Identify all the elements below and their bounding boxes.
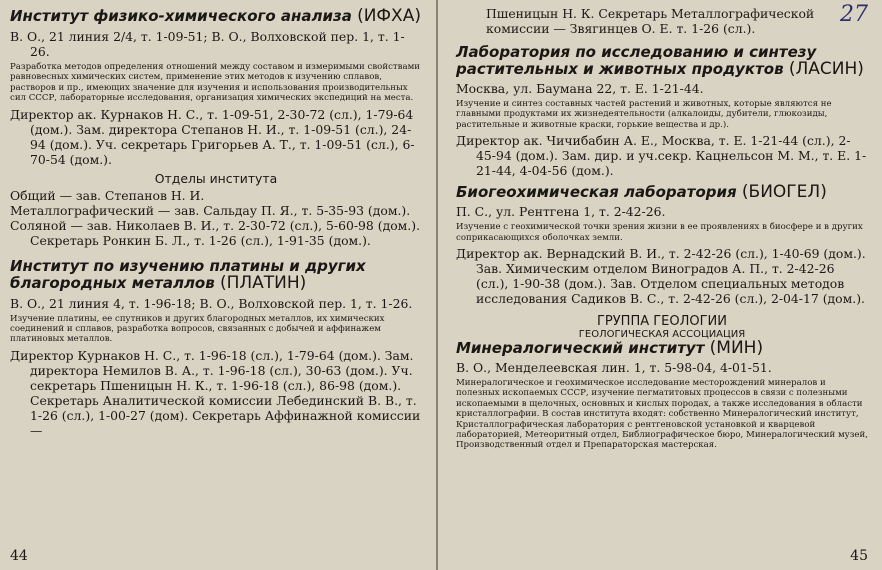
heading-biogel: Биогеохимическая лаборатория (БИОГЕЛ) <box>456 182 827 203</box>
personnel: Директор ак. Курнаков Н. С., т. 1-09-51, 2-30-72 (сл.), 1-79-64 (дом.). Зам. директора Степанов Н. И., т. 1-09-51 (сл.), 24-94 (дом.). Уч. секретарь Григорьев А. Т., т. 1-09-51 (сл.), 6-70-54 (дом.). <box>10 106 415 167</box>
subheading: Отделы института <box>154 170 278 186</box>
personnel: Директор ак. Чичибабин А. Е., Москва, т. Е. 1-21-44 (сл.), 2-45-94 (дом.). Зам. дир. и уч.секр. Кацнельсон М. М., т. Е. 1-21-44, 4-04-56 (дом.). <box>456 133 867 179</box>
address: П. С., ул. Рентгена 1, т. 2-42-26. <box>456 204 666 220</box>
group-heading: ГРУППА ГЕОЛОГИИ <box>596 314 728 330</box>
description: Разработка методов определения отношений между составом и измеримыми свойствами равновесных химических систем, применение этих методов к изучению сплавов, растворов и пр., имеющих значение для изучения и использования производительных сил СССР, лабораторные исследования, организация химических экспедиций на места. <box>10 62 421 104</box>
address: В. О., Менделеевская лин. 1, т. 5-98-04, 4-01-51. <box>456 360 772 376</box>
department: Соляной — зав. Николаев В. И., т. 2-30-72 (сл.), 5-60-98 (дом.). Секретарь Ронкин Б. Л., т. 1-26 (сл.), 1-91-35 (дом.). <box>10 217 421 248</box>
continuation: Пшеницын Н. К. Секретарь Металлографической комиссии — Звягинцев О. Е. т. 1-26 (сл.). <box>486 6 815 36</box>
page-number: 44 <box>10 548 28 564</box>
heading-lasin: Лаборатория по исследованию и синтезу растительных и животных продуктов (ЛАСИН) <box>456 43 864 79</box>
address: В. О., 21 линия 4, т. 1-96-18; В. О., Волховской пер. 1, т. 1-26. <box>10 295 413 311</box>
heading-ifha: Институт физико-химического анализа (ИФХА) <box>10 6 421 26</box>
description: Изучение и синтез составных частей растений и животных, которые являются не главными продуктами их жизнедеятельности (алкалоиды, дубители, глюкозиды, растительные и животные краски, горькие вещества и др.). <box>456 99 832 130</box>
address: В. О., 21 линия 2/4, т. 1-09-51; В. О., Волховской пер. 1, т. 1-26. <box>10 29 405 59</box>
description: Изучение платины, ее спутников и других благородных металлов, их химических соединений и сплавов, разработка вопросов, связанных с добычей и аффинажем платиновых металлов. <box>10 313 385 345</box>
page-number: 45 <box>850 548 868 564</box>
department: Общий — зав. Степанов Н. И. <box>10 187 205 203</box>
left-page <box>0 0 436 570</box>
right-page <box>436 0 882 570</box>
personnel: Директор ак. Вернадский В. И., т. 2-42-26 (сл.), 1-40-69 (дом.). Зав. Химическим отделом Виноградов А. П., т. 2-42-26 (сл.), 1-90-38 (дом.). Зав. Отделом специальных методов исследования Садиков В. С., т. 2-42-26 (сл.), 2-04-17 (дом.). <box>456 246 866 307</box>
association-heading: ГЕОЛОГИЧЕСКАЯ АССОЦИАЦИЯ <box>578 329 746 341</box>
heading-platin: Институт по изучению платины и других благородных металлов (ПЛАТИН) <box>10 256 366 293</box>
personnel: Директор Курнаков Н. С., т. 1-96-18 (сл.), 1-79-64 (дом.). Зам. директора Немилов В. А., т. 1-96-18 (сл.), 30-63 (дом.). Уч. секретарь Пшеницын Н. К., т. 1-96-18 (сл.), 86-98 (дом.). Секретарь Аналитической комиссии Лебединский В. В., т. 1-26 (сл.), 1-00-27 (дом). Секретарь Аффинажной комиссии — <box>10 347 421 438</box>
address: Москва, ул. Баумана 22, т. Е. 1-21-44. <box>456 81 704 96</box>
department: Металлографический — зав. Сальдау П. Я., т. 5-35-93 (дом.). <box>10 202 411 218</box>
handwritten-note: 27 <box>840 2 868 27</box>
description: Изучение с геохимической точки зрения жизни в ее проявлениях в биосфере и в других соприкасающихся оболочках земли. <box>456 222 863 243</box>
description: Минералогическое и геохимическое исследование месторождений минералов и полезных ископаемых СССР, изучение пегматитовых процессов в связи с полезными ископаемыми в щелочных, основных и кислых породах, а также исследования в области кристаллографии. В состав института входят: собственно Минералогический институт, Кристаллографическая лаборатория с рентгеновской установкой и кварцевой лабораторией, Метеоритный отдел, Библиографическое бюро, Минералогический музей, Производственный отдел и Препараторская мастерская. <box>456 378 868 451</box>
heading-min: Минералогический институт (МИН) <box>456 338 764 359</box>
